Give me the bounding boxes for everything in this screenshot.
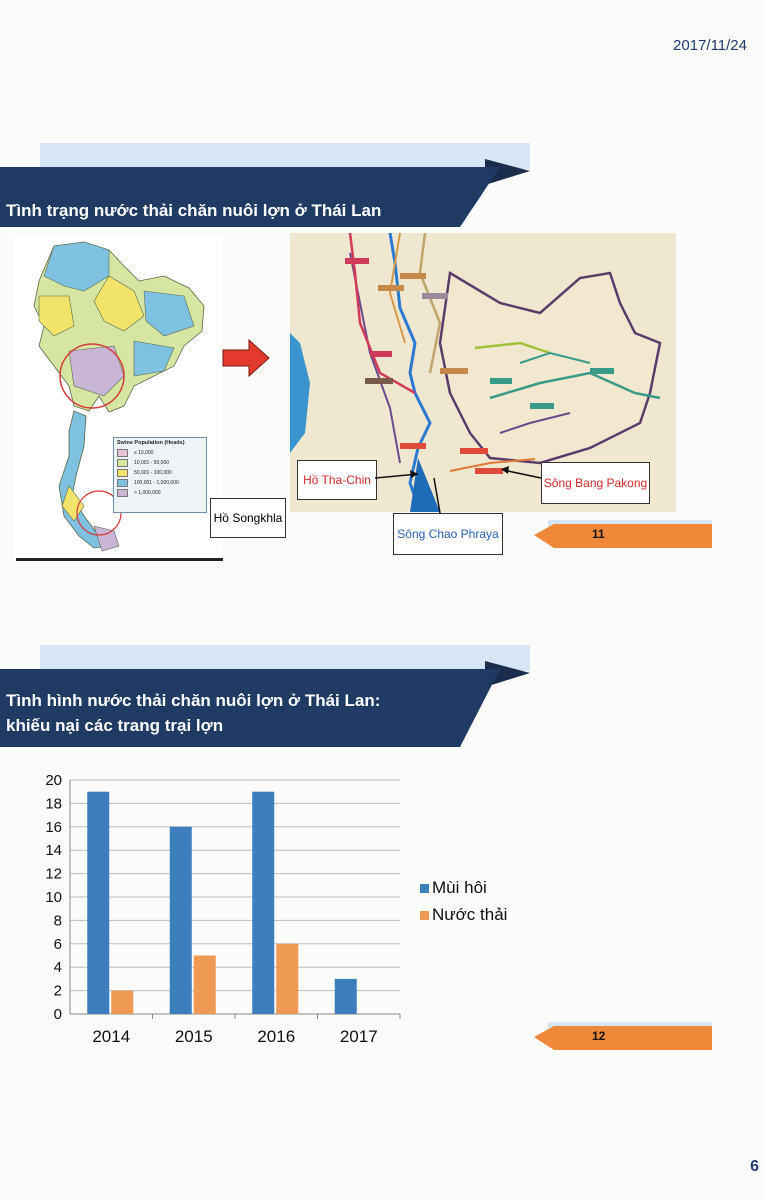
- bar-Nước thải-2015: [194, 956, 216, 1015]
- legend-label: Mùi hôi: [432, 878, 487, 897]
- x-tick-label: 2015: [174, 1027, 213, 1046]
- y-tick-label: 16: [45, 818, 62, 836]
- bar-Nước thải-2016: [276, 944, 298, 1014]
- y-tick-label: 12: [45, 865, 62, 883]
- bar-Mùi hôi-2015: [170, 827, 192, 1014]
- callout-bang-pakong: Sông Bang Pakong: [541, 462, 650, 504]
- complaints-bar-chart: [28, 770, 548, 1050]
- bar-Nước thải-2014: [111, 991, 133, 1014]
- y-tick-label: 14: [45, 842, 62, 860]
- legend-label: Nước thải: [432, 905, 508, 924]
- y-tick-label: 0: [53, 1006, 62, 1023]
- slide-number-12: 12: [534, 1020, 712, 1054]
- header-date: 2017/11/24: [673, 37, 747, 54]
- x-tick-label: 2016: [257, 1027, 296, 1046]
- slide2-title: Tình hình nước thải chăn nuôi lợn ở Thái Lan: khiếu nại các trang trại lợn: [6, 691, 381, 735]
- bar-Mùi hôi-2014: [87, 792, 109, 1014]
- x-tick-label: 2017: [339, 1027, 378, 1046]
- callout-tha-chin: Hồ Tha-Chin: [297, 460, 377, 500]
- x-tick-label: 2014: [92, 1027, 131, 1046]
- page-number: 6: [750, 1158, 759, 1175]
- slide-number-11: 11: [534, 518, 712, 552]
- slide2-title-banner: [0, 645, 560, 755]
- y-tick-label: 4: [53, 959, 62, 977]
- y-tick-label: 8: [53, 912, 62, 930]
- bar-Mùi hôi-2017: [335, 979, 357, 1014]
- y-tick-label: 20: [45, 772, 62, 789]
- callout-chao-phraya: Sông Chao Phraya: [393, 513, 503, 555]
- callout-songkhla: Hồ Songkhla: [210, 498, 286, 538]
- bar-Mùi hôi-2016: [252, 792, 274, 1014]
- legend-swatch: [420, 911, 429, 920]
- slide1-title: Tình trạng nước thải chăn nuôi lợn ở Thái Lan: [6, 201, 382, 220]
- y-tick-label: 18: [45, 795, 62, 813]
- y-tick-label: 2: [53, 982, 62, 1000]
- legend-swatch: [420, 884, 429, 893]
- y-tick-label: 10: [45, 889, 62, 906]
- y-tick-label: 6: [53, 935, 62, 953]
- swine-legend: Swine Population (Heads) ≤ 10,000 10,001 - 50,000 50,001 - 100,000 100,001 - 1,000,000 > 1,000,000: [113, 437, 207, 513]
